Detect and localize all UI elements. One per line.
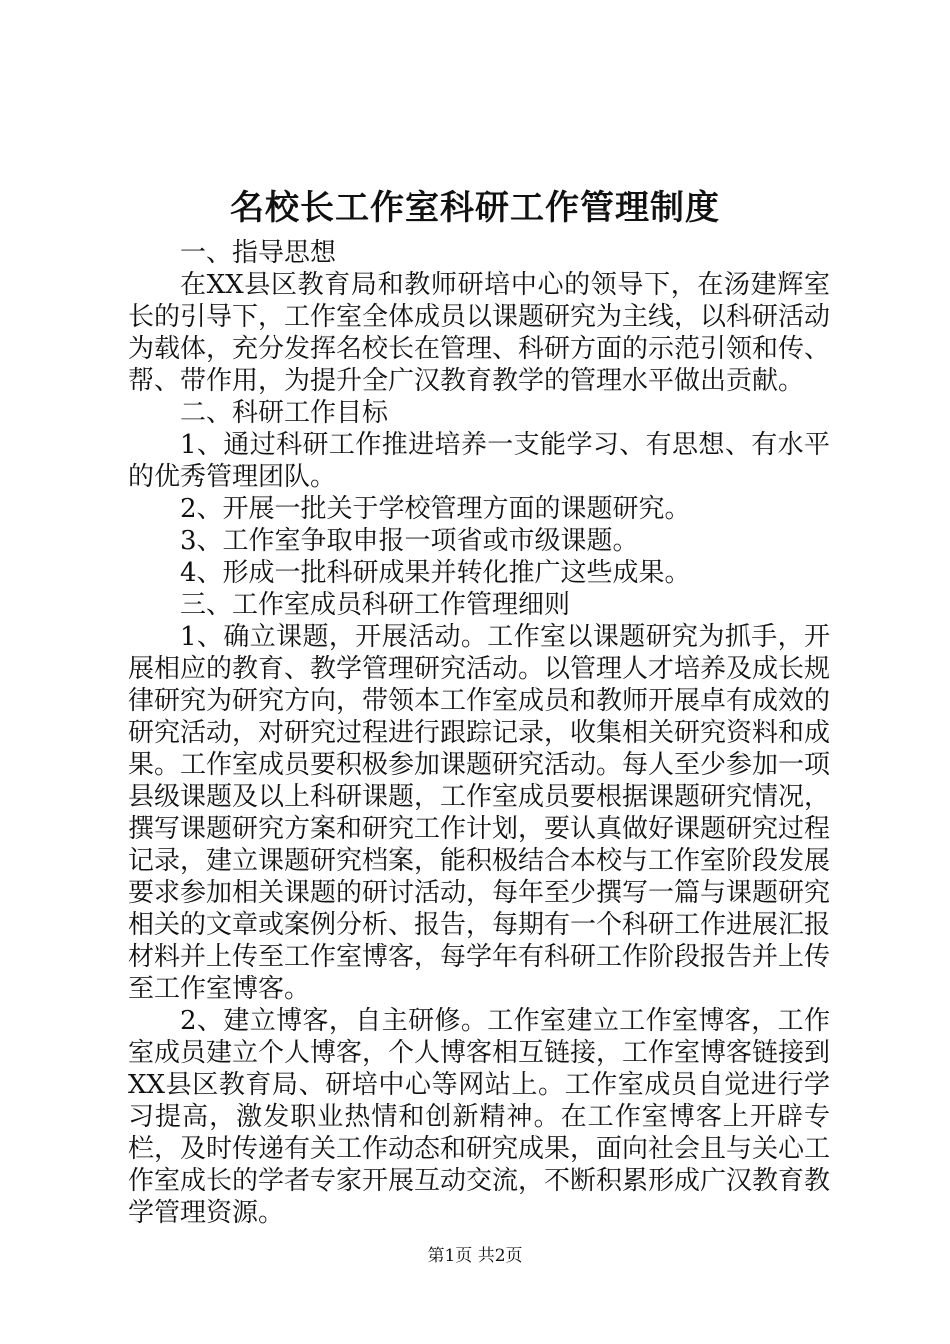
rule-item-1: 1、确立课题，开展活动。工作室以课题研究为抓手，开展相应的教育、教学管理研究活动。以管理人才培养及成长规律研究为研究方向，带领本工作室成员和教师开展卓有成效的研究活动，对研究过程进行跟踪记录，收集相关研究资料和成果。工作室成员要积极参加课题研究活动。每人至少参加一项县级课题及以上科研课题，工作室成员要根据课题研究情况，撰写课题研究方案和研究工作计划，要认真做好课题研究过程记录，建立课题研究档案，能积极结合本校与工作室阶段发展要求参加相关课题的研讨活动，每年至少撰写一篇与课题研究相关的文章或案例分析、报告，每期有一个科研工作进展汇报材料并上传至工作室博客，每学年有科研工作阶段报告并上传至工作室博客。 (128, 622, 831, 1004)
goal-item-1: 1、通过科研工作推进培养一支能学习、有思想、有水平的优秀管理团队。 (128, 430, 830, 492)
goal-item-3: 3、工作室争取申报一项省或市级课题。 (180, 526, 639, 556)
section-heading-guiding-thought: 一、指导思想 (180, 238, 337, 268)
goal-item-4: 4、形成一批科研成果并转化推广这些成果。 (180, 558, 691, 588)
page-footer: 第1页 共2页 (427, 1246, 523, 1266)
section-heading-management-rules: 三、工作室成员科研工作管理细则 (180, 590, 571, 620)
rule-item-2: 2、建立博客，自主研修。工作室建立工作室博客，工作室成员建立个人博客，个人博客相互链接，工作室博客链接到XX县区教育局、研培中心等网站上。工作室成员自觉进行学习提高，激发职业热情和创新精神。在工作室博客上开辟专栏，及时传递有关工作动态和研究成果，面向社会且与关心工作室成长的学者专家开展互动交流，不断积累形成广汉教育教学管理资源。 (128, 1006, 831, 1228)
goal-item-2: 2、开展一批关于学校管理方面的课题研究。 (180, 494, 691, 524)
paragraph-guiding-thought: 在XX县区教育局和教师研培中心的领导下，在汤建辉室长的引导下，工作室全体成员以课题研究为主线，以科研活动为载体，充分发挥名校长在管理、科研方面的示范引领和传、帮、带作用，为提升全广汉教育教学的管理水平做出贡献。 (128, 270, 831, 396)
document-body (128, 237, 830, 1229)
section-heading-research-goals: 二、科研工作目标 (180, 398, 389, 428)
document-title: 名校长工作室科研工作管理制度 (230, 188, 720, 228)
